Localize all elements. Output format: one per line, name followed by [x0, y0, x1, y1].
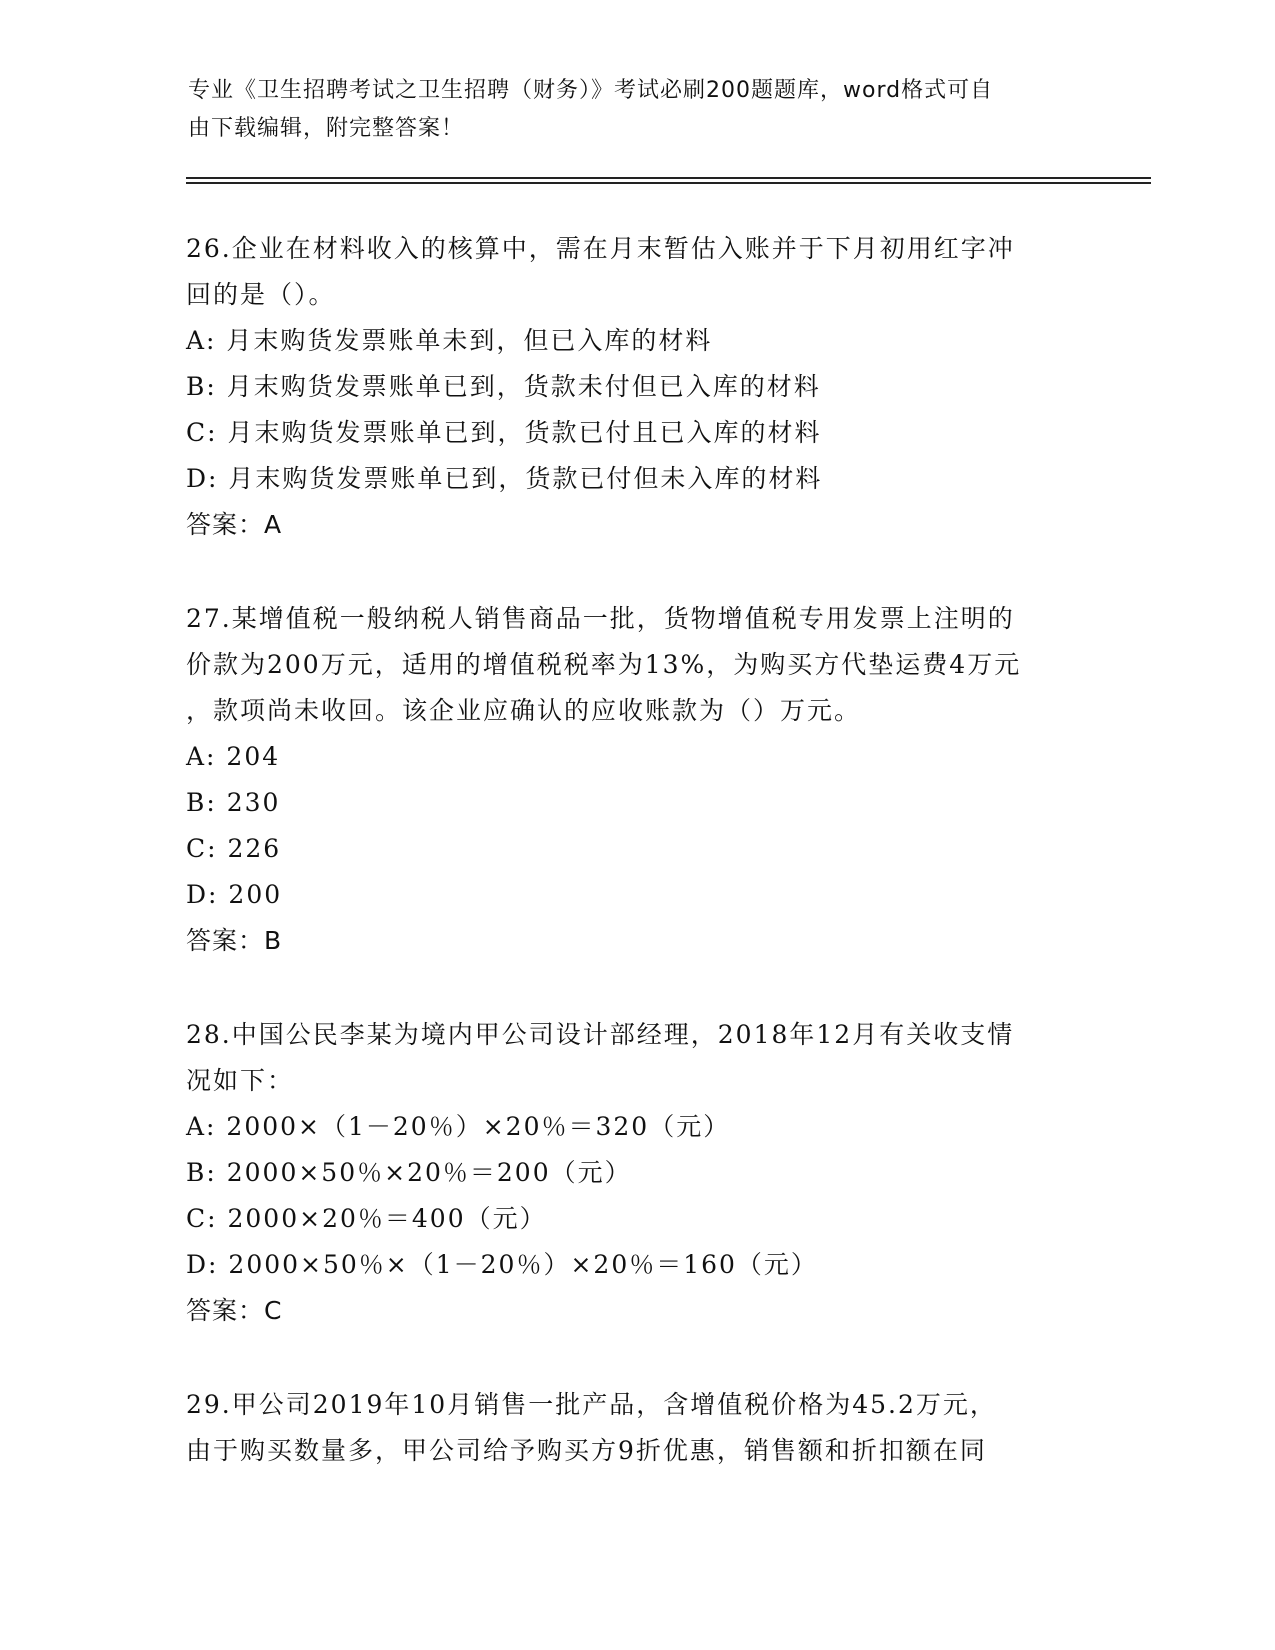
option-c: C: 月末购货发票账单已到，货款已付且已入库的材料 [186, 418, 822, 447]
question-text: 况如下： [186, 1066, 295, 1095]
option-d: D: 月末购货发票账单已到，货款已付但未入库的材料 [186, 464, 823, 493]
question-text: 价款为200万元，适用的增值税税率为13%，为购买方代垫运费4万元 [186, 650, 1022, 679]
question-text: 由于购买数量多，甲公司给予购买方9折优惠，销售额和折扣额在同 [186, 1436, 987, 1465]
question-text: 28.中国公民李某为境内甲公司设计部经理，2018年12月有关收支情 [186, 1020, 1015, 1049]
option-b: B: 2000×50％×20％＝200（元） [186, 1158, 632, 1187]
option-a: A: 204 [186, 742, 281, 771]
question-text: 27.某增值税一般纳税人销售商品一批，货物增值税专用发票上注明的 [186, 604, 1015, 633]
header-divider-top [186, 177, 1151, 179]
question-text: 29.甲公司2019年10月销售一批产品，含增值税价格为45.2万元， [186, 1390, 997, 1419]
option-d: D: 2000×50％×（1－20％）×20％＝160（元） [186, 1250, 818, 1279]
option-c: C: 2000×20％＝400（元） [186, 1204, 547, 1233]
option-b: B: 230 [186, 788, 281, 817]
question-text: 26.企业在材料收入的核算中，需在月末暂估入账并于下月初用红字冲 [186, 234, 1015, 263]
document-header [188, 72, 1068, 148]
question-text: ，款项尚未收回。该企业应确认的应收账款为（）万元。 [186, 696, 862, 725]
header-line-2: 由下载编辑，附完整答案！ [188, 116, 465, 141]
header-line-1: 专业《卫生招聘考试之卫生招聘（财务）》考试必刷200题题库，word格式可自 [188, 78, 994, 103]
question-26 [186, 226, 1086, 548]
option-b: B: 月末购货发票账单已到，货款未付但已入库的材料 [186, 372, 821, 401]
answer: 答案：C [186, 1296, 283, 1325]
answer: 答案：A [186, 510, 283, 539]
option-a: A: 2000×（1－20％）×20％＝320（元） [186, 1112, 731, 1141]
question-29 [186, 1382, 1086, 1474]
option-c: C: 226 [186, 834, 282, 863]
question-27 [186, 596, 1086, 964]
answer: 答案：B [186, 926, 283, 955]
question-list [186, 226, 1086, 1522]
option-d: D: 200 [186, 880, 283, 909]
question-28 [186, 1012, 1086, 1334]
header-divider-bottom [186, 182, 1151, 184]
question-text: 回的是（）。 [186, 280, 336, 309]
option-a: A: 月末购货发票账单未到，但已入库的材料 [186, 326, 713, 355]
